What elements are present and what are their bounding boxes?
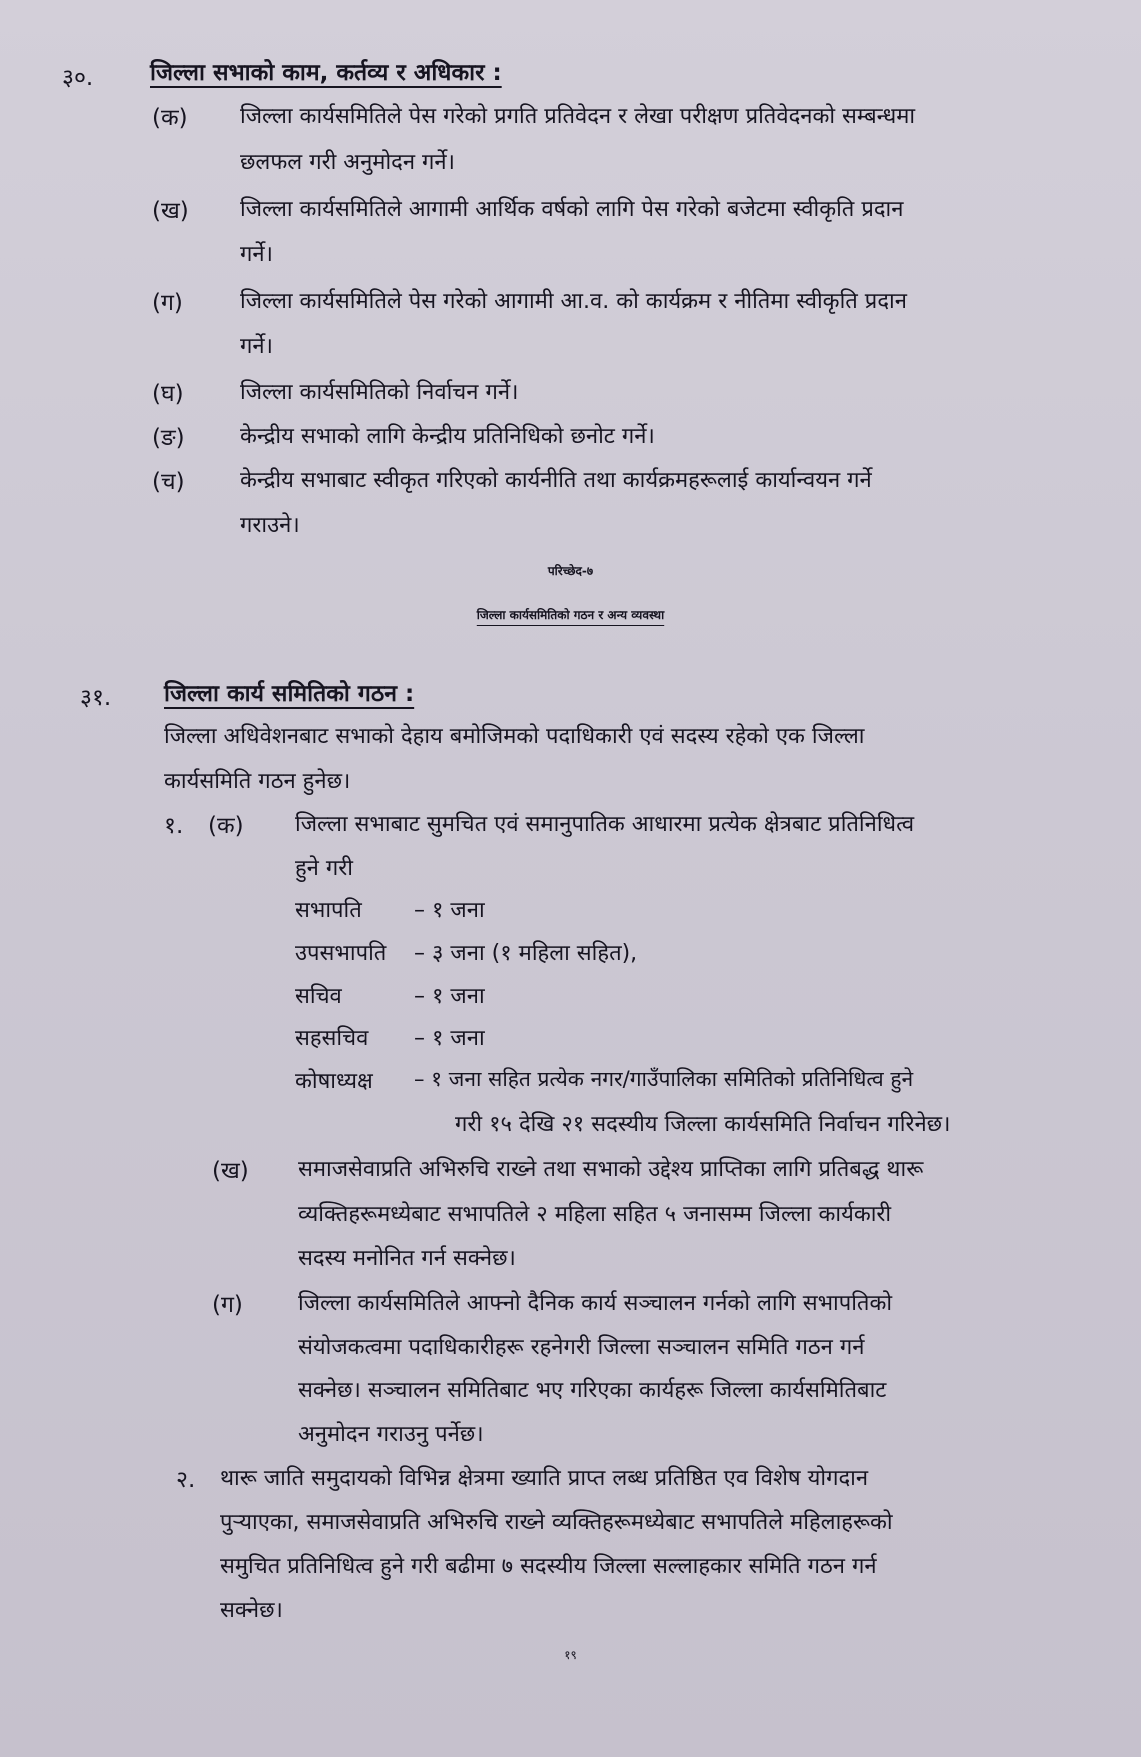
item-kha-line-2: गर्ने।	[240, 242, 273, 267]
item-cha-line-2: गराउने।	[240, 513, 300, 538]
item-nga-line-1: केन्द्रीय सभाको लागि केन्द्रीय प्रतिनिधिको छनोट गर्ने।	[240, 424, 655, 449]
post-title-joint-secretary: सहसचिव	[295, 1026, 369, 1051]
clause-1-ka-line-2: हुने गरी	[295, 856, 353, 881]
clause-1-ga-line-2: संयोजकत्वमा पदाधिकारीहरू रहनेगरी जिल्ला सञ्चालन समिति गठन गर्न	[298, 1335, 865, 1360]
clause-1-ga-line-1: जिल्ला कार्यसमितिले आफ्नो दैनिक कार्य सञ्चालन गर्नको लागि सभापतिको	[298, 1291, 893, 1316]
clause-1-ga-line-4: अनुमोदन गराउनु पर्नेछ।	[298, 1422, 484, 1447]
item-ka-marker: (क)	[152, 105, 188, 131]
item-kha-line-1: जिल्ला कार्यसमितिले आगामी आर्थिक वर्षको लागि पेस गरेको बजेटमा स्वीकृति प्रदान	[240, 197, 904, 222]
post-title-secretary: सचिव	[295, 984, 342, 1009]
section-31-intro-line-1: जिल्ला अधिवेशनबाट सभाको देहाय बमोजिमको पदाधिकारी एवं सदस्य रहेको एक जिल्ला	[164, 724, 865, 749]
section-30-heading: जिल्ला सभाको काम, कर्तव्य र अधिकार :	[150, 60, 502, 86]
post-count-secretary: – १ जना	[414, 984, 485, 1009]
item-ka-line-2: छलफल गरी अनुमोदन गर्ने।	[240, 150, 455, 175]
item-gha-line-1: जिल्ला कार्यसमितिको निर्वाचन गर्ने।	[240, 380, 519, 405]
post-count-vice-chair: – ३ जना (१ महिला सहित),	[414, 941, 638, 966]
chapter-title: परिच्छेद-७	[547, 564, 594, 578]
clause-2-number: २.	[176, 1467, 196, 1493]
item-gha-marker: (घ)	[152, 381, 184, 407]
post-title-treasurer: कोषाध्यक्ष	[295, 1069, 373, 1094]
clause-1-ka-line-1: जिल्ला सभाबाट सुमचित एवं समानुपातिक आधारमा प्रत्येक क्षेत्रबाट प्रतिनिधित्व	[295, 812, 915, 837]
clause-2-line-2: पुऱ्याएका, समाजसेवाप्रति अभिरुचि राख्ने व्यक्तिहरूमध्येबाट सभापतिले महिलाहरूको	[220, 1510, 893, 1535]
clause-1-kha-line-1: समाजसेवाप्रति अभिरुचि राख्ने तथा सभाको उद्देश्य प्राप्तिका लागि प्रतिबद्ध थारू	[298, 1157, 924, 1182]
item-cha-line-1: केन्द्रीय सभाबाट स्वीकृत गरिएको कार्यनीति तथा कार्यक्रमहरूलाई कार्यान्वयन गर्ने	[240, 468, 872, 493]
post-title-chair: सभापति	[295, 898, 362, 923]
clause-1-kha-line-3: सदस्य मनोनित गर्न सक्नेछ।	[298, 1246, 516, 1271]
section-31-number: ३१.	[80, 685, 112, 711]
section-31-heading: जिल्ला कार्य समितिको गठन :	[164, 681, 415, 707]
item-ga-marker: (ग)	[152, 290, 183, 316]
item-nga-marker: (ङ)	[152, 425, 185, 451]
item-kha-marker: (ख)	[152, 198, 189, 224]
clause-1-kha-line-2: व्यक्तिहरूमध्येबाट सभापतिले २ महिला सहित ५ जनासम्म जिल्ला कार्यकारी	[298, 1202, 892, 1227]
item-cha-marker: (च)	[152, 469, 185, 495]
clause-1-ga-marker: (ग)	[212, 1292, 243, 1318]
clause-1-ka-tail: गरी १५ देखि २१ सदस्यीय जिल्ला कार्यसमिति निर्वाचन गरिनेछ।	[455, 1112, 951, 1137]
clause-1-ka-marker: (क)	[208, 813, 244, 839]
page-number: १९	[564, 1648, 577, 1662]
clause-2-line-1: थारू जाति समुदायको विभिन्न क्षेत्रमा ख्याति प्राप्त लब्ध प्रतिष्ठित एव विशेष योगदान	[220, 1466, 869, 1491]
clause-1-ga-line-3: सक्नेछ। सञ्चालन समितिबाट भए गरिएका कार्यहरू जिल्ला कार्यसमितिबाट	[298, 1378, 887, 1403]
post-count-chair: – १ जना	[414, 898, 485, 923]
post-title-vice-chair: उपसभापति	[295, 941, 387, 966]
clause-2-line-4: सक्नेछ।	[220, 1598, 283, 1623]
item-ka-line-1: जिल्ला कार्यसमितिले पेस गरेको प्रगति प्रतिवेदन र लेखा परीक्षण प्रतिवेदनको सम्बन्धमा	[240, 104, 916, 129]
section-31-intro-line-2: कार्यसमिति गठन हुनेछ।	[164, 769, 351, 794]
item-ga-line-2: गर्ने।	[240, 334, 273, 359]
chapter-subtitle: जिल्ला कार्यसमितिको गठन र अन्य व्यवस्था	[476, 608, 665, 622]
item-ga-line-1: जिल्ला कार्यसमितिले पेस गरेको आगामी आ.व. को कार्यक्रम र नीतिमा स्वीकृति प्रदान	[240, 289, 907, 314]
clause-1-kha-marker: (ख)	[212, 1158, 249, 1184]
section-30-number: ३०.	[62, 65, 94, 91]
clause-1-number: १.	[164, 813, 184, 839]
post-count-treasurer: – १ जना सहित प्रत्येक नगर/गाउँपालिका समितिको प्रतिनिधित्व हुने	[414, 1067, 914, 1091]
clause-2-line-3: समुचित प्रतिनिधित्व हुने गरी बढीमा ७ सदस्यीय जिल्ला सल्लाहकार समिति गठन गर्न	[220, 1554, 877, 1579]
post-count-joint-secretary: – १ जना	[414, 1026, 485, 1051]
